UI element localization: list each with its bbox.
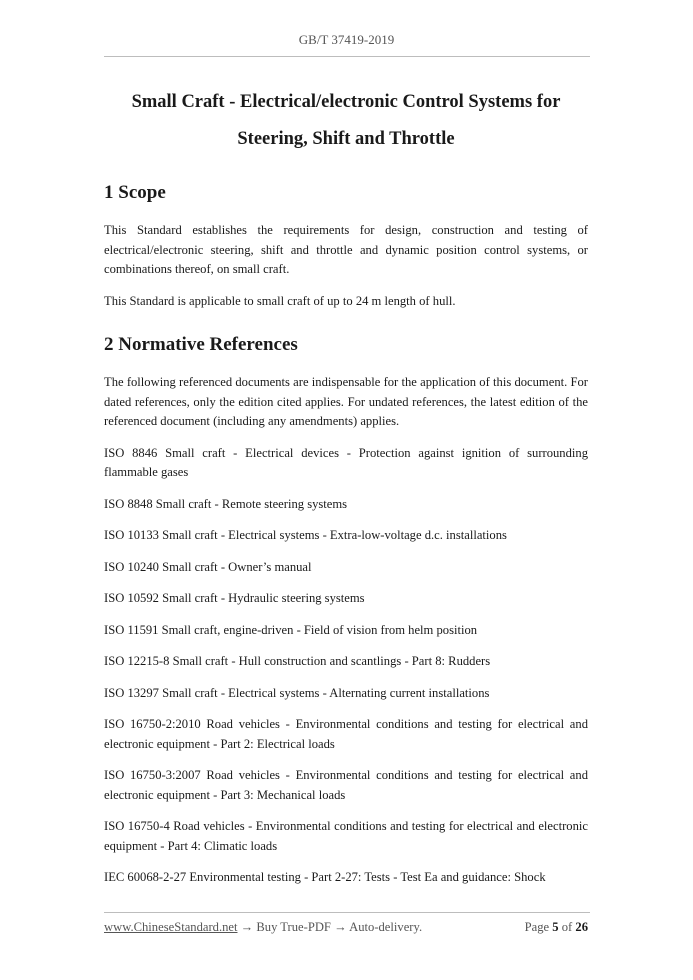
footer-promo-text: → Buy True-PDF → Auto-delivery. — [237, 920, 423, 934]
scope-paragraph-2: This Standard is applicable to small craft of up to 24 m length of hull. — [104, 293, 456, 308]
footer-promo — [104, 918, 422, 936]
page-word: Page — [524, 920, 550, 934]
reference-item: ISO 16750-4 Road vehicles - Environmental conditions and testing for electrical and electronic equipment - Part 4: Climatic loads — [104, 819, 588, 853]
footer-divider — [104, 912, 590, 913]
scope-paragraph-1: This Standard establishes the requirements for design, construction and testing of electrical/electronic steering, shift and throttle and dynamic position control systems, or combinations thereof, on small craft. — [104, 223, 588, 276]
current-page-number: 5 — [552, 920, 559, 934]
reference-item: ISO 10133 Small craft - Electrical systems - Extra-low-voltage d.c. installations — [104, 528, 507, 542]
document-title — [104, 84, 588, 158]
section-heading-scope: 1 Scope — [104, 182, 166, 203]
references-intro: The following referenced documents are indispensable for the application of this document. For dated references, only the edition cited applies. For undated references, the latest edition of the referenced document (including any amendments) applies. — [104, 375, 588, 428]
reference-item: ISO 12215-8 Small craft - Hull construction and scantlings - Part 8: Rudders — [104, 654, 491, 668]
reference-item: ISO 16750-3:2007 Road vehicles - Environmental conditions and testing for electrical and electronic equipment - Part 3: Mechanical loads — [104, 768, 588, 802]
reference-item: IEC 60068-2-27 Environmental testing - Part 2-27: Tests - Test Ea and guidance: Shock — [104, 870, 546, 884]
header-divider — [104, 56, 590, 57]
reference-item: ISO 16750-2:2010 Road vehicles - Environmental conditions and testing for electrical and electronic equipment - Part 2: Electrical loads — [104, 717, 588, 751]
reference-item: ISO 8848 Small craft - Remote steering systems — [104, 496, 348, 511]
reference-item: ISO 10592 Small craft - Hydraulic steering systems — [104, 591, 365, 605]
page-indicator — [525, 918, 588, 936]
website-link[interactable]: www.ChineseStandard.net — [104, 920, 238, 934]
reference-item: ISO 8846 Small craft - Electrical devices - Protection against ignition of surrounding flammable gases — [104, 445, 588, 479]
title-line-1: Small Craft - Electrical/electronic Control Systems for — [131, 92, 561, 112]
reference-item: ISO 13297 Small craft - Electrical systems - Alternating current installations — [104, 685, 490, 700]
section-heading-normative-references: 2 Normative References — [104, 334, 298, 355]
reference-item: ISO 10240 Small craft - Owner’s manual — [104, 559, 312, 574]
total-pages: 26 — [575, 920, 588, 934]
document-header: GB/T 37419-2019 — [298, 32, 395, 47]
of-word: of — [561, 920, 573, 934]
page-content — [104, 84, 588, 888]
reference-item: ISO 11591 Small craft, engine-driven - Field of vision from helm position — [104, 622, 478, 637]
title-line-2: Steering, Shift and Throttle — [237, 129, 455, 149]
